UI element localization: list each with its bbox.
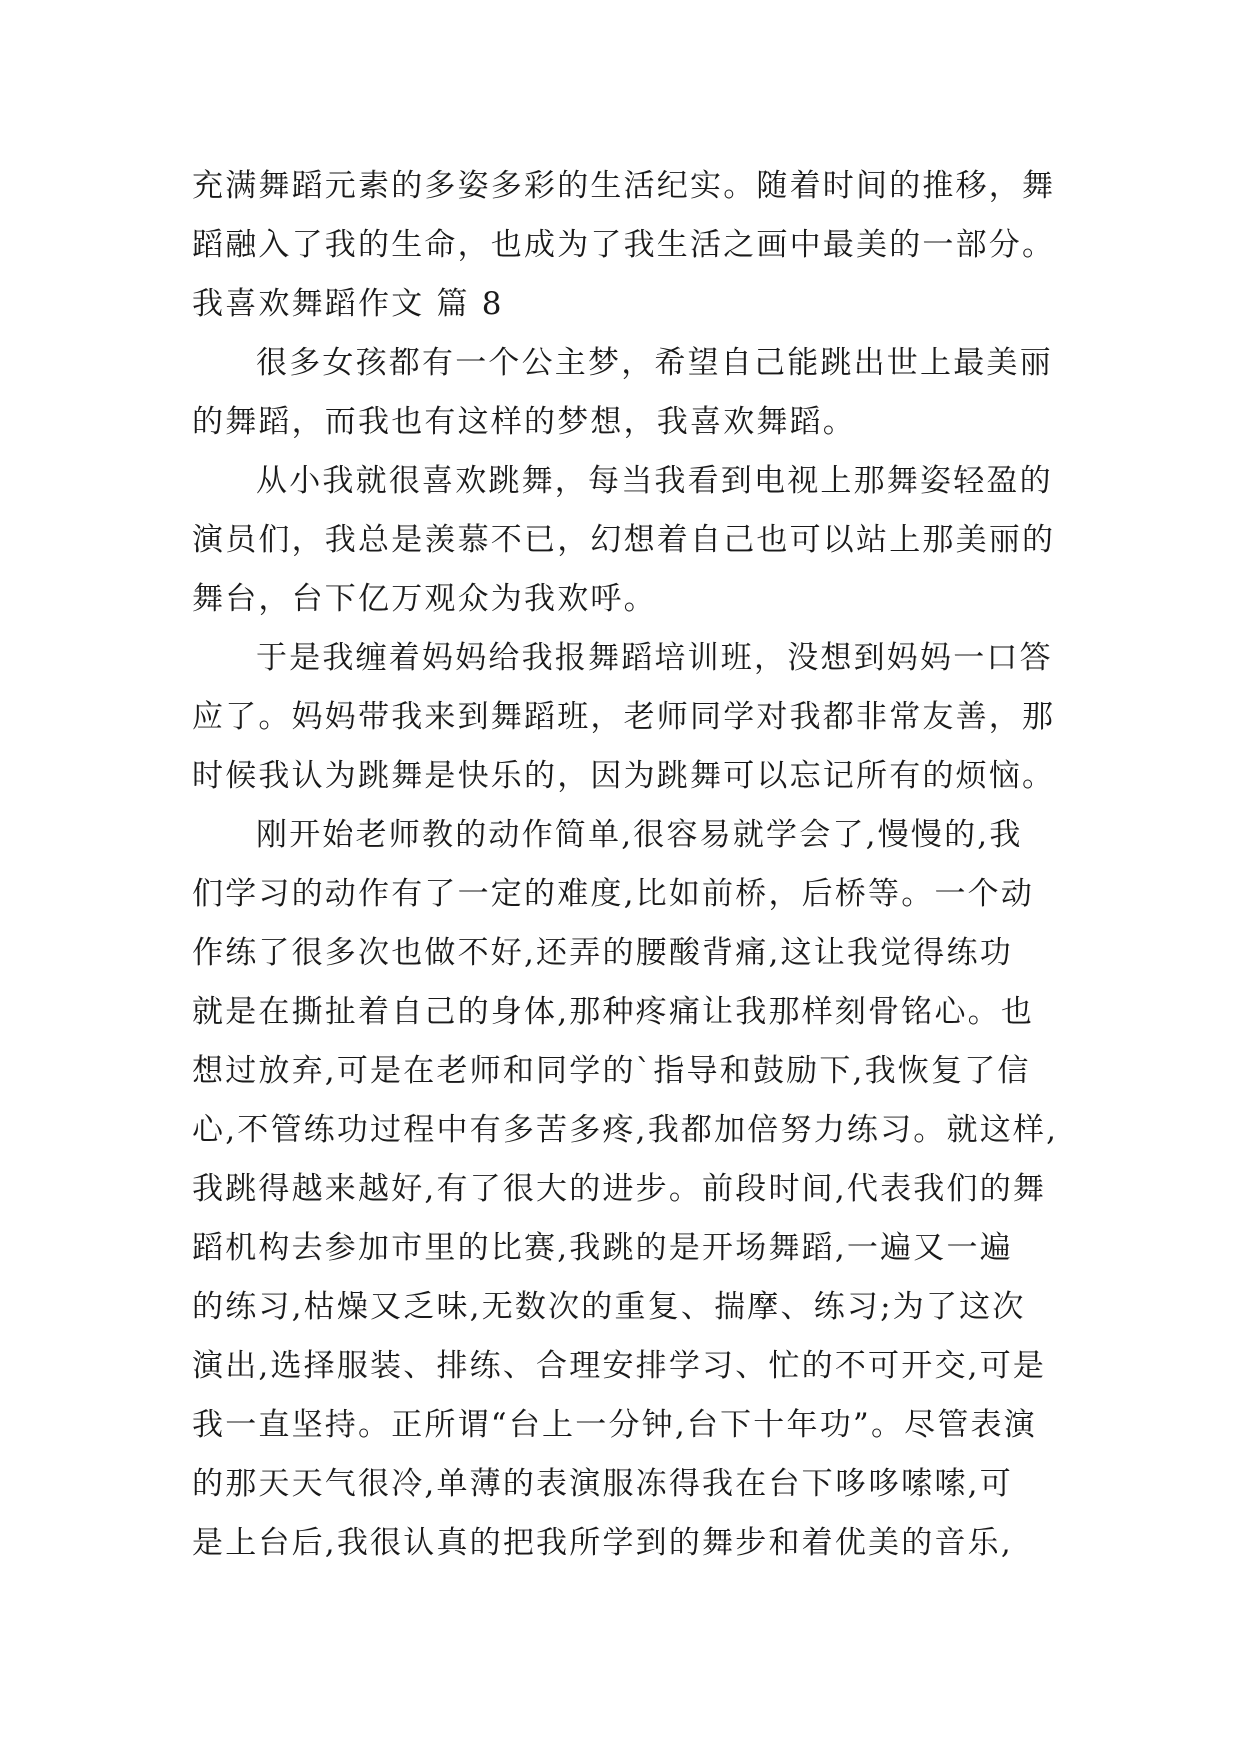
section-heading: 我喜欢舞蹈作文 篇 8 (192, 286, 504, 322)
text-line: 想过放弃,可是在老师和同学的`指导和鼓励下,我恢复了信 (192, 1053, 1031, 1089)
paragraph-line: 很多女孩都有一个公主梦，希望自己能跳出世上最美丽 (256, 345, 1053, 381)
text-line: 演出,选择服装、排练、合理安排学习、忙的不可开交,可是 (192, 1348, 1047, 1384)
paragraph-line: 于是我缠着妈妈给我报舞蹈培训班，没想到妈妈一口答 (256, 640, 1053, 676)
text-line: 的那天天气很冷,单薄的表演服冻得我在台下哆哆嗦嗦,可 (192, 1466, 1013, 1502)
text-line: 应了。妈妈带我来到舞蹈班，老师同学对我都非常友善，那 (192, 699, 1056, 735)
text-line: 是上台后,我很认真的把我所学到的舞步和着优美的音乐, (192, 1525, 1013, 1561)
text-line: 的练习,枯燥又乏味,无数次的重复、揣摩、练习;为了这次 (192, 1289, 1026, 1325)
text-line: 就是在撕扯着自己的身体,那种疼痛让我那样刻骨铭心。也 (192, 994, 1035, 1030)
text-line: 作练了很多次也做不好,还弄的腰酸背痛,这让我觉得练功 (192, 935, 1013, 971)
text-line: 演员们，我总是羡慕不已，幻想着自己也可以站上那美丽的 (192, 522, 1056, 558)
paragraph-line: 从小我就很喜欢跳舞，每当我看到电视上那舞姿轻盈的 (256, 463, 1053, 499)
paragraph-line: 刚开始老师教的动作简单,很容易就学会了,慢慢的,我 (256, 817, 1023, 853)
text-line: 的舞蹈，而我也有这样的梦想，我喜欢舞蹈。 (192, 404, 856, 440)
text-line: 我一直坚持。正所谓“台上一分钟,台下十年功”。尽管表演 (192, 1407, 1037, 1443)
text-line: 心,不管练功过程中有多苦多疼,我都加倍努力练习。就这样, (192, 1112, 1059, 1148)
text-line: 们学习的动作有了一定的难度,比如前桥，后桥等。一个动 (192, 876, 1035, 912)
text-line: 充满舞蹈元素的多姿多彩的生活纪实。随着时间的推移，舞 (192, 168, 1056, 204)
text-line: 蹈机构去参加市里的比赛,我跳的是开场舞蹈,一遍又一遍 (192, 1230, 1013, 1266)
text-line: 蹈融入了我的生命，也成为了我生活之画中最美的一部分。 (192, 227, 1056, 263)
text-line: 时候我认为跳舞是快乐的，因为跳舞可以忘记所有的烦恼。 (192, 758, 1056, 794)
text-line: 我跳得越来越好,有了很大的进步。前段时间,代表我们的舞 (192, 1171, 1047, 1207)
text-line: 舞台，台下亿万观众为我欢呼。 (192, 581, 657, 617)
